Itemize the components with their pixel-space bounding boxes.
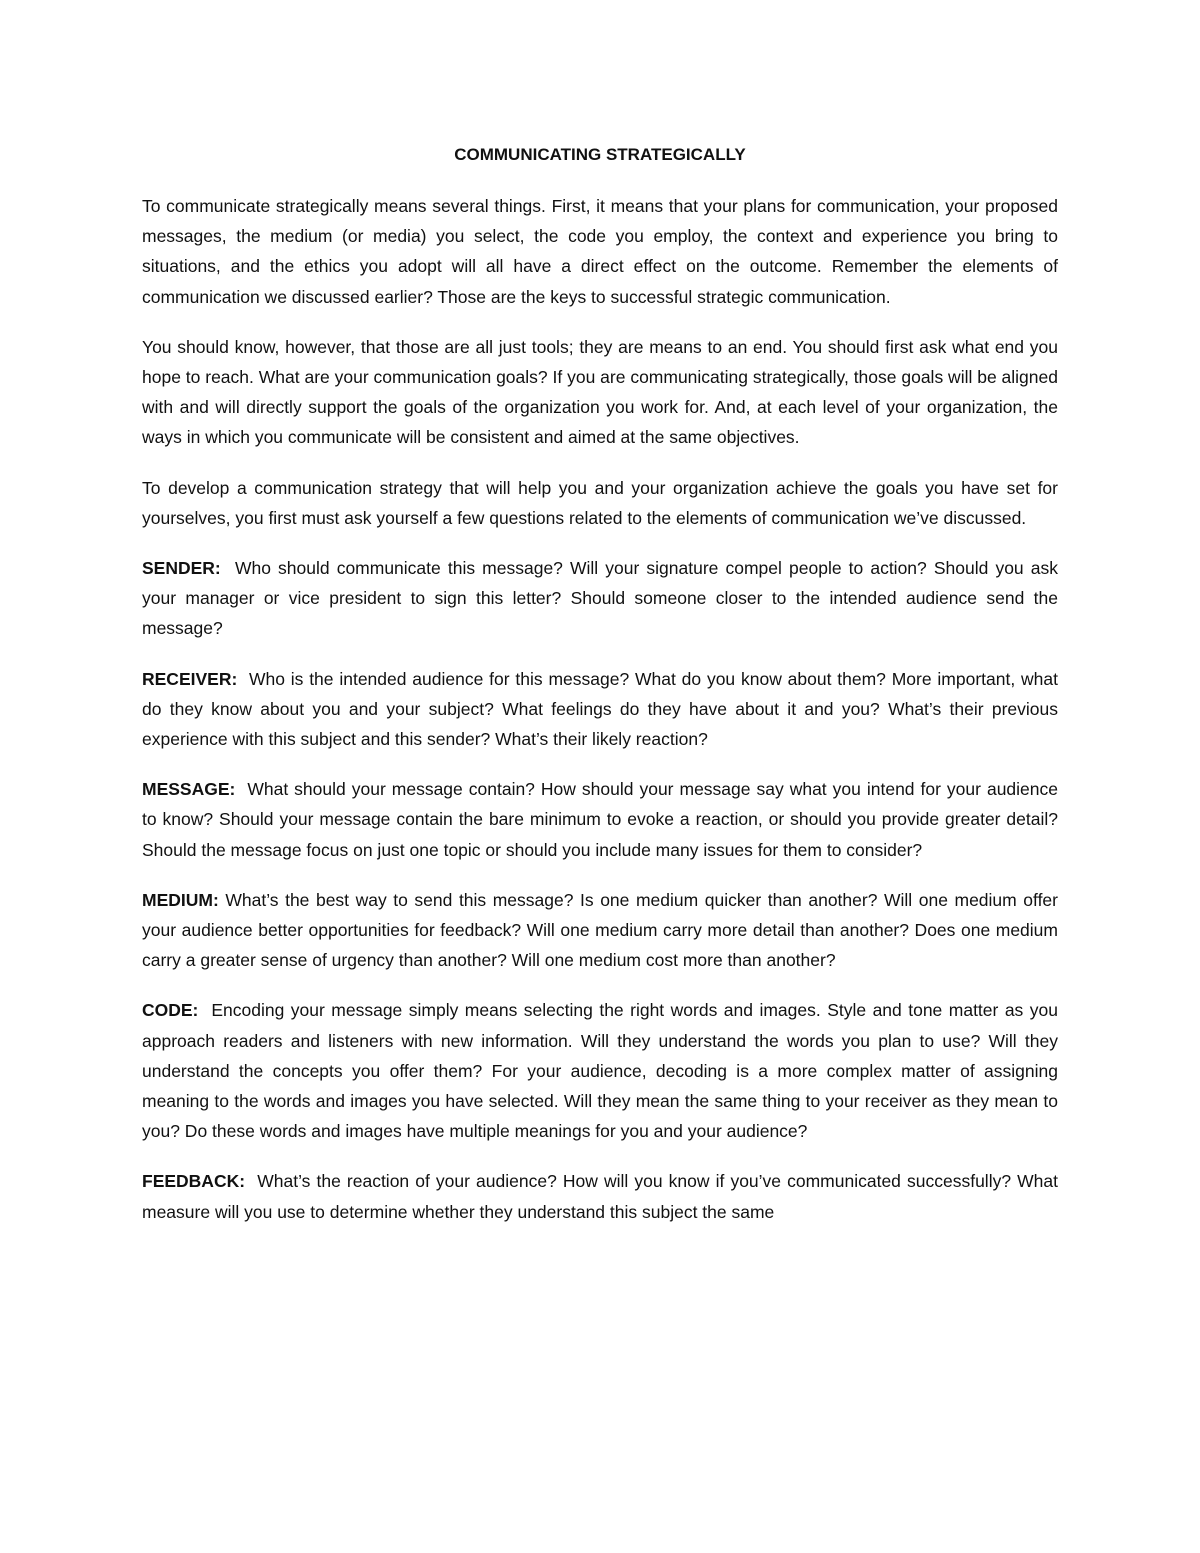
element-label: FEEDBACK: [142, 1171, 246, 1192]
element-sender [142, 553, 1058, 644]
document-page [142, 140, 1058, 1247]
element-label: CODE: [142, 1000, 199, 1021]
element-text: What’s the best way to send this message? Is one medium quicker than another? Will one medium offer your audience better opportunities for feedback? Will one medium carry more detail than another? Does one medium carry a greater sense of urgency than another? Will one medium cost more than another? [142, 889, 1058, 971]
intro-paragraph-1: To communicate strategically means several things. First, it means that your plans for communication, your proposed messages, the medium (or media) you select, the code you employ, the context and experience you bring to situations, and the ethics you adopt will all have a direct effect on the outcome. Remember the elements of communication we discussed earlier? Those are the keys to successful strategic communication. [142, 196, 1058, 307]
element-text: Who is the intended audience for this message? What do you know about them? More important, what do they know about you and your subject? What feelings do they have about it and you? What’s their previous experience with this subject and this sender? What’s their likely reaction? [142, 668, 1058, 750]
element-code [142, 995, 1058, 1146]
element-receiver [142, 664, 1058, 755]
element-label: MESSAGE: [142, 779, 236, 800]
element-text: Encoding your message simply means selecting the right words and images. Style and tone matter as you approach readers and listeners with new information. Will they understand the words you plan to use? Will they understand the concepts you offer them? For your audience, decoding is a more complex matter of assigning meaning to the words and images you have selected. Will they mean the same thing to your receiver as they mean to you? Do these words and images have multiple meanings for you and your audience? [142, 1000, 1058, 1142]
element-medium [142, 885, 1058, 976]
element-label: SENDER: [142, 558, 221, 579]
element-text: Who should communicate this message? Will your signature compel people to action? Should you ask your manager or vice president to sign this letter? Should someone closer to the intended audience send the message? [142, 558, 1058, 639]
page-title: COMMUNICATING STRATEGICALLY [454, 145, 746, 164]
element-label: MEDIUM: [142, 889, 219, 910]
intro-paragraph-3: To develop a communication strategy that will help you and your organization achieve the goals you have set for yourselves, you first must ask yourself a few questions related to the elements of communication we’ve discussed. [142, 477, 1058, 528]
element-label: RECEIVER: [142, 668, 238, 689]
intro-paragraph-2: You should know, however, that those are all just tools; they are means to an end. You should first ask what end you hope to reach. What are your communication goals? If you are communicating strategically, those goals will be aligned with and will directly support the goals of the organization you work for. And, at each level of your organization, the ways in which you communicate will be consistent and aimed at the same objectives. [142, 336, 1058, 448]
element-feedback [142, 1166, 1058, 1226]
element-text: What should your message contain? How should your message say what you intend for your audience to know? Should your message contain the bare minimum to evoke a reaction, or should you provide greater detail? Should the message focus on just one topic or should you include many issues for them to consider? [142, 779, 1058, 860]
element-text: What’s the reaction of your audience? How will you know if you’ve communicated successfully? What measure will you use to determine whether they understand this subject the same [142, 1171, 1058, 1222]
element-message [142, 774, 1058, 865]
